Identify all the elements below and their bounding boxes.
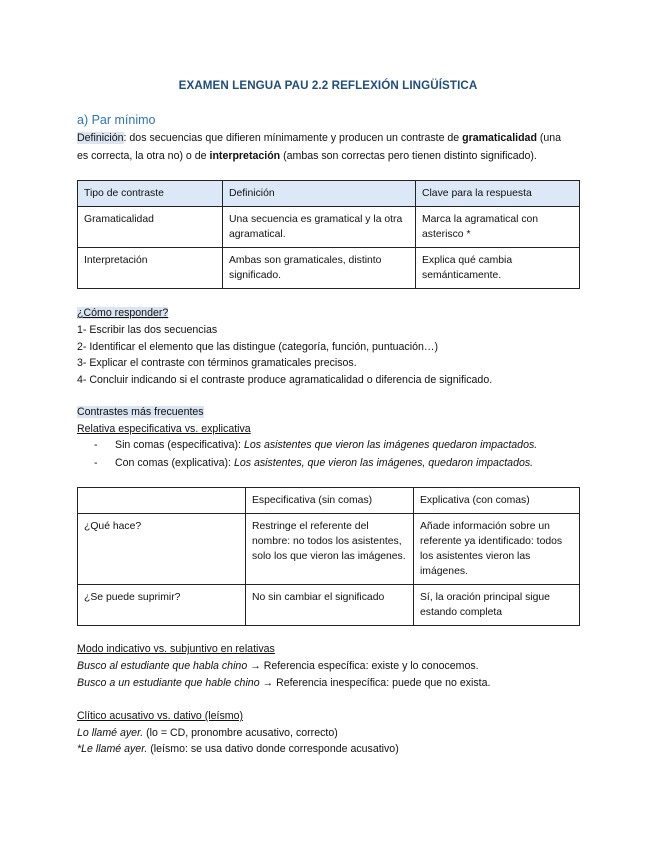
table-row <box>78 585 580 626</box>
table-row <box>78 514 580 585</box>
list-item: 3- Explicar el contraste con términos gramaticales precisos. <box>77 357 357 369</box>
table-cell: Añade información sobre un referente ya identificado: todos los asistentes vieron las imágenes. <box>414 514 580 585</box>
table-header-cell <box>78 488 246 514</box>
table-cell: ¿Se puede suprimir? <box>78 585 246 626</box>
responder-heading: ¿Cómo responder? <box>77 307 169 319</box>
definition-line-1: Definición: dos secuencias que difieren mínimamente y producen un contraste de gramaticalidad (una <box>77 132 562 144</box>
table-cell: ¿Qué hace? <box>78 514 246 585</box>
clitico-example-2: *Le llamé ayer. (leísmo: se usa dativo donde corresponde acusativo) <box>77 743 399 755</box>
table-header-cell: Explicativa (con comas) <box>414 488 580 514</box>
list-item: - Con comas (explicativa): Los asistentes, que vieron las imágenes, quedaron impactados. <box>94 455 533 472</box>
modo-heading: Modo indicativo vs. subjuntivo en relativas <box>77 643 275 655</box>
relativa-subheading: Relativa especificativa vs. explicativa <box>77 423 251 435</box>
table-row <box>78 207 580 248</box>
table-cell: Gramaticalidad <box>78 207 223 248</box>
page-title: EXAMEN LENGUA PAU 2.2 REFLEXIÓN LINGÜÍSTICA <box>178 79 478 92</box>
list-item: - Sin comas (especificativa): Los asistentes que vieron las imágenes quedaron impactados. <box>94 437 537 454</box>
list-item: 2- Identificar el elemento que las distingue (categoría, función, puntuación…) <box>77 341 438 353</box>
table-header-cell: Clave para la respuesta <box>416 181 580 207</box>
table-cell: Sí, la oración principal sigue estando completa <box>414 585 580 626</box>
table-header-cell: Tipo de contraste <box>78 181 223 207</box>
definition-line-2: es correcta, la otra no) o de interpretación (ambas son correctas pero tienen distinto significado). <box>77 150 537 162</box>
table-row <box>78 248 580 289</box>
section-heading-par-minimo: a) Par mínimo <box>77 113 156 127</box>
contrast-type-table <box>77 180 580 289</box>
table-header-cell: Especificativa (sin comas) <box>246 488 414 514</box>
table-header-row <box>78 488 580 514</box>
clitico-example-1: Lo llamé ayer. (lo = CD, pronombre acusativo, correcto) <box>77 727 338 739</box>
table-cell: Una secuencia es gramatical y la otra agramatical. <box>223 207 416 248</box>
dash-bullet: - <box>94 457 98 469</box>
table-cell: Restringe el referente del nombre: no todos los asistentes, solo los que vieron las imágenes. <box>246 514 414 585</box>
table-cell: Ambas son gramaticales, distinto significado. <box>223 248 416 289</box>
list-item: 1- Escribir las dos secuencias <box>77 324 218 336</box>
table-cell: Interpretación <box>78 248 223 289</box>
table-cell: No sin cambiar el significado <box>246 585 414 626</box>
relativa-comparison-table <box>77 487 580 626</box>
table-cell: Explica qué cambia semánticamente. <box>416 248 580 289</box>
table-header-cell: Definición <box>223 181 416 207</box>
modo-example-1: Busco al estudiante que habla chino → Referencia específica: existe y lo conocemos. <box>77 660 479 672</box>
contrastes-heading: Contrastes más frecuentes <box>77 406 204 418</box>
definition-label: Definición <box>77 132 124 144</box>
dash-bullet: - <box>94 439 98 451</box>
clitico-heading: Clítico acusativo vs. dativo (leísmo) <box>77 710 244 722</box>
list-item: 4- Concluir indicando si el contraste produce agramaticalidad o diferencia de significado. <box>77 374 493 386</box>
table-cell: Marca la agramatical con asterisco * <box>416 207 580 248</box>
table-header-row <box>78 181 580 207</box>
modo-example-2: Busco a un estudiante que hable chino → Referencia inespecífica: puede que no exista. <box>77 677 491 689</box>
